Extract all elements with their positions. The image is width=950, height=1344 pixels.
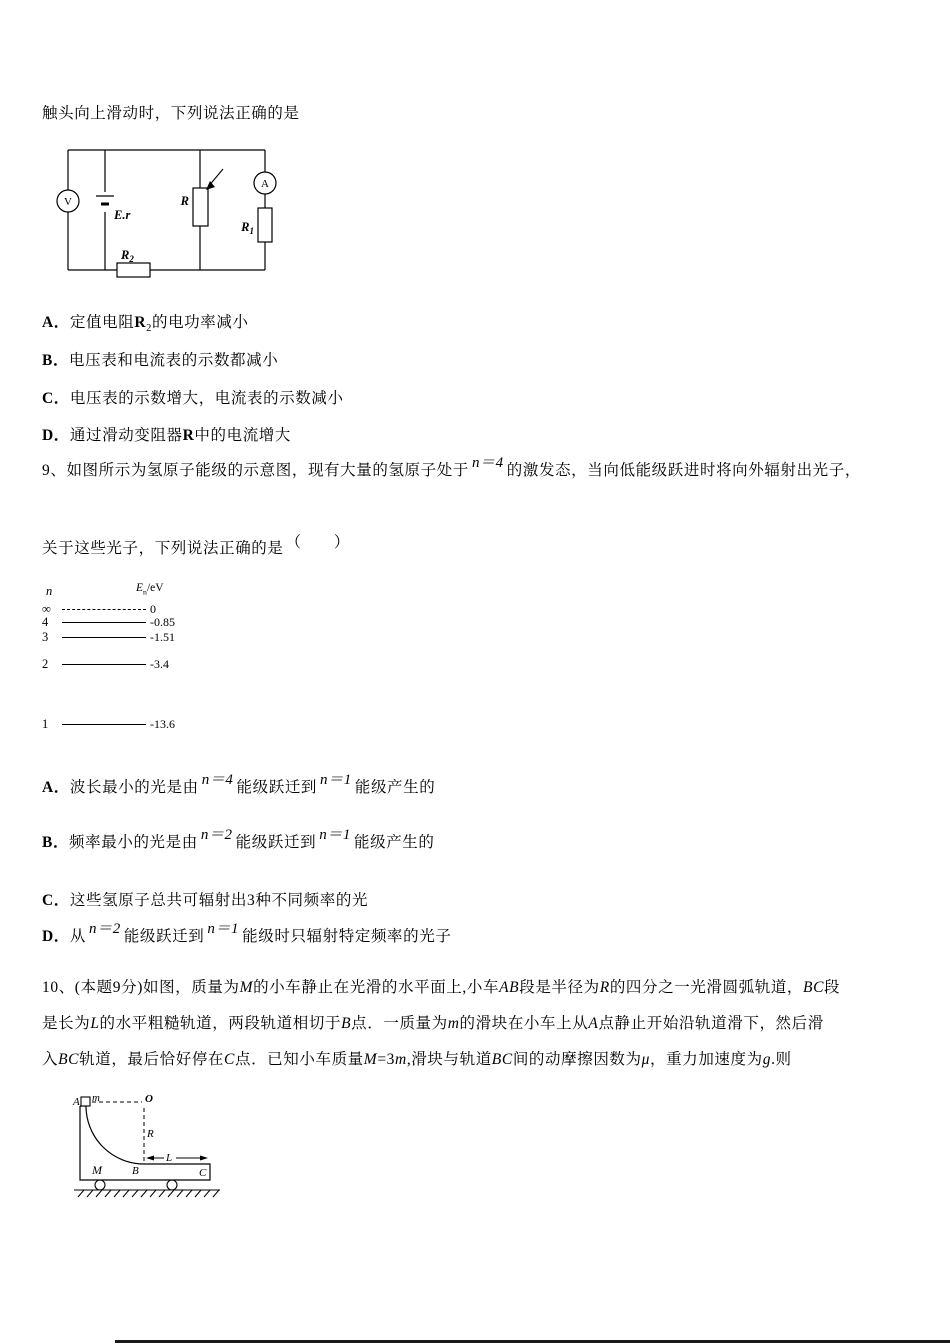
length-l-label: L [166, 1152, 173, 1164]
mass-m-label: m [92, 1092, 100, 1104]
radius-dashed-lines [92, 1102, 144, 1162]
q8-intro: 触头向上滑动时，下列说法正确的是 [42, 105, 300, 122]
cart-diagram [72, 1092, 222, 1202]
length-arrows [146, 1156, 208, 1161]
energy-level-diagram [40, 584, 260, 749]
level-line [62, 664, 146, 665]
q8-option-b: B．电压表和电流表的示数都减小 [42, 352, 279, 369]
circuit-diagram [55, 138, 290, 298]
page-bottom-edge [115, 1340, 950, 1343]
q10-stem-line3: 入BC轨道，最后恰好停在C点．已知小车质量M=3m,滑块与轨道BC间的动摩擦因数为μ，重力加速度为g.则 [42, 1051, 792, 1068]
q9-stem-line1: 9、如图所示为氢原子能级的示意图，现有大量的氢原子处于 n＝4 的激发态，当向低能级跃进时将向外辐射出光子， [42, 455, 861, 479]
q9-stem-line2: 关于这些光子，下列说法正确的是 （ ） [42, 534, 350, 557]
slider-arrowhead [206, 181, 215, 190]
resistor-r1-label: $R_1$ [241, 220, 254, 236]
q10-stem-line2: 是长为L的水平粗糙轨道，两段轨道相切于B点．一质量为m的滑块在小车上从A点静止开始沿轨道滑下，然后滑 [42, 1015, 824, 1032]
level-n: 3 [42, 630, 49, 644]
level-n: 4 [42, 615, 49, 629]
level-line [62, 724, 146, 725]
level-energy: -13.6 [150, 717, 175, 731]
point-b-label: B [132, 1165, 139, 1177]
level-line [62, 622, 146, 623]
level-n: 1 [42, 717, 49, 731]
ammeter-icon [254, 172, 276, 194]
point-a-label: A [73, 1096, 80, 1108]
radius-r-label: R [147, 1128, 154, 1140]
resistor-r2-label: $R_2$ [121, 248, 134, 264]
level-energy: -1.51 [150, 630, 175, 644]
energy-axis-e-label: $E_n/eV$ [136, 582, 164, 597]
voltmeter-icon [57, 190, 79, 212]
level-line [62, 637, 146, 638]
resistor-r1 [240, 208, 272, 242]
level-line [62, 609, 146, 610]
battery-label: E.r [114, 208, 131, 222]
center-o-label: O [145, 1093, 153, 1105]
resistor-r2 [117, 248, 150, 277]
q9-option-c: C．这些氢原子总共可辐射出3种不同频率的光 [42, 892, 369, 909]
q9-option-b: B．频率最小的光是由 n＝2 能级跃迁到 n＝1 能级产生的 [42, 827, 435, 851]
wheel [95, 1180, 105, 1190]
energy-axis-n-label: n [46, 584, 53, 598]
circuit-wires [68, 150, 265, 270]
rheostat-label: R [180, 194, 189, 208]
level-n: ∞ [42, 602, 51, 616]
q9-option-d: D．从 n＝2 能级跃迁到 n＝1 能级时只辐射特定频率的光子 [42, 921, 452, 945]
slider-block [81, 1097, 90, 1106]
wheel [167, 1180, 177, 1190]
level-energy: -0.85 [150, 615, 175, 629]
q9-option-a: A．波长最小的光是由 n＝4 能级跃迁到 n＝1 能级产生的 [42, 772, 436, 796]
q8-option-a: A．定值电阻$R_2$的电功率减小 [42, 314, 249, 335]
q10-stem-line1: 10、(本题9分)如图，质量为M的小车静止在光滑的水平面上,小车AB段是半径为R的四分之一光滑圆弧轨道，BC段 [42, 979, 841, 996]
level-energy: -3.4 [150, 657, 169, 671]
cart-mass-label: M [92, 1163, 102, 1177]
level-n: 2 [42, 657, 49, 671]
ground-hatching [74, 1190, 220, 1197]
q8-option-d: D．通过滑动变阻器R中的电流增大 [42, 427, 292, 444]
level-energy: 0 [150, 602, 156, 616]
ammeter-label: A [261, 178, 269, 190]
q8-option-c: C．电压表的示数增大，电流表的示数减小 [42, 390, 344, 407]
battery-symbol [96, 192, 130, 222]
voltmeter-label: V [64, 196, 72, 208]
point-c-label: C [199, 1167, 207, 1179]
rheostat-symbol [180, 169, 223, 226]
